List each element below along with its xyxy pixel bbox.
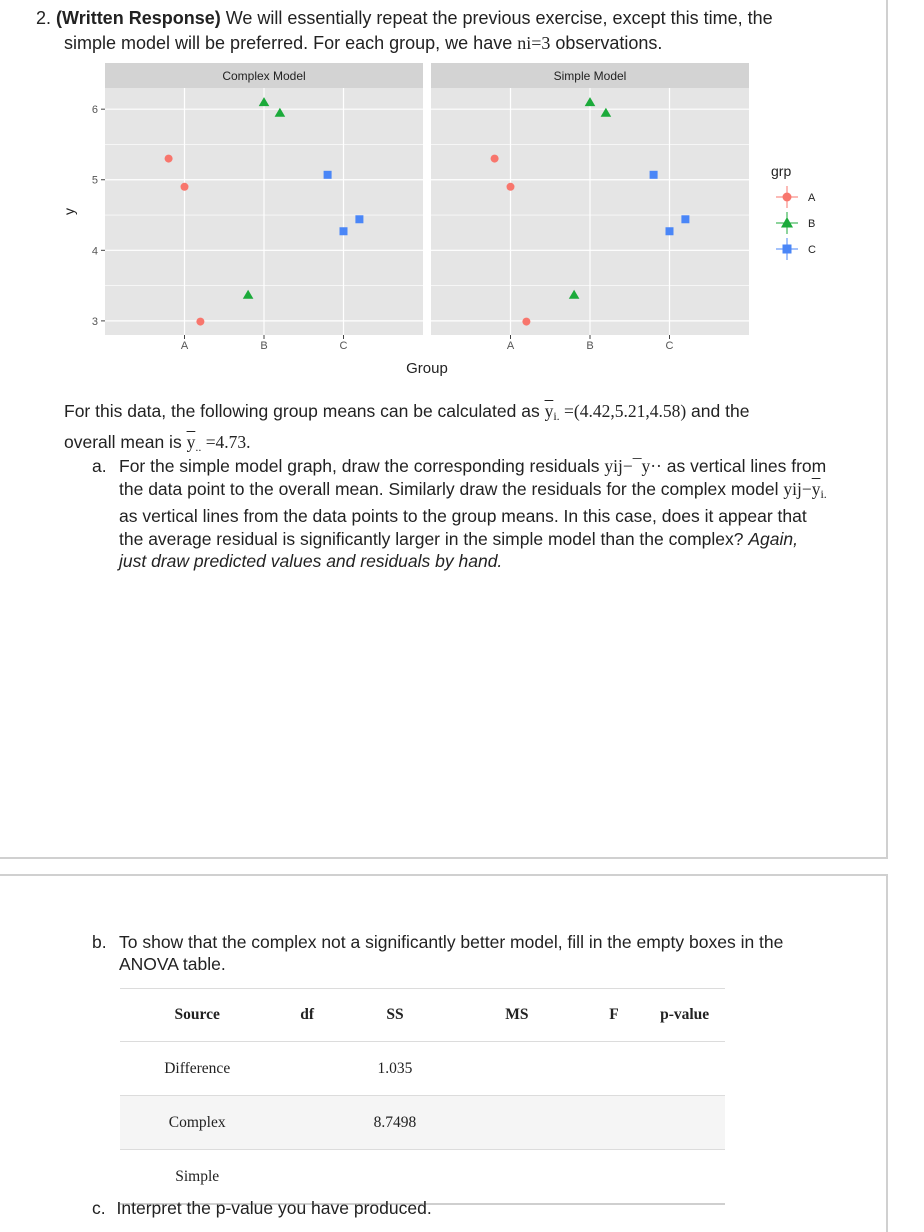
legend-label: C xyxy=(808,244,816,256)
part-b xyxy=(92,931,827,975)
x-tick-label: A xyxy=(506,340,515,352)
legend-key-A xyxy=(783,193,792,202)
x-tick-label: C xyxy=(339,340,348,352)
residual-complex-eq: yij− xyxy=(783,478,812,499)
header-ss: SS xyxy=(340,989,450,1042)
part-b-label: b. xyxy=(92,932,107,952)
data-point-A xyxy=(181,183,189,191)
x-tick-label: B xyxy=(260,340,268,352)
overall-text: overall mean is xyxy=(64,432,187,452)
anova-header-row xyxy=(120,989,725,1042)
ybar-subscript: .. xyxy=(195,440,202,454)
overall-mean: =4.73. xyxy=(205,432,251,452)
anova-row-complex xyxy=(120,1096,725,1150)
x-tick-label: A xyxy=(180,340,189,352)
cell-source: Complex xyxy=(120,1096,274,1150)
anova-row-difference xyxy=(120,1042,725,1096)
anova-table xyxy=(120,988,725,1205)
data-point-C xyxy=(681,215,689,223)
x-tick-label: B xyxy=(586,340,594,352)
cell-df[interactable] xyxy=(274,1042,340,1096)
residual-simple-eq: yij−¯y·· xyxy=(604,456,662,476)
cell-ss: 1.035 xyxy=(340,1042,450,1096)
question-line-2 xyxy=(64,31,662,55)
header-p-value: p-value xyxy=(644,989,725,1042)
facet-label: Simple Model xyxy=(553,69,627,83)
cell-p-value[interactable] xyxy=(644,1096,725,1150)
cell-source: Simple xyxy=(120,1150,274,1205)
legend-title: grp xyxy=(771,163,792,179)
cell-ms[interactable] xyxy=(450,1096,584,1150)
part-a-text-1: For the simple model graph, draw the corresponding residuals xyxy=(119,456,605,476)
data-point-A xyxy=(507,183,515,191)
data-point-C xyxy=(355,215,363,223)
cell-f[interactable] xyxy=(584,1150,645,1205)
y-axis-label: y xyxy=(61,208,77,215)
part-a-text-3: as vertical lines from the data points to the group means. In this case, does it appear that the average residual is significantly larger in the simple model than the complex? xyxy=(119,506,807,549)
cell-df[interactable] xyxy=(274,1096,340,1150)
part-a-instruction: Again, just draw predicted values and residuals by hand. xyxy=(119,528,798,571)
residual-complex-ybar: $\overline{y}$ xyxy=(811,478,821,499)
means-paragraph xyxy=(64,398,864,460)
part-c-text: Interpret the p-value you have produced. xyxy=(116,1198,432,1218)
cell-f[interactable] xyxy=(584,1042,645,1096)
question-text-2b: observations. xyxy=(550,33,663,53)
cell-ss[interactable] xyxy=(340,1150,450,1205)
part-a xyxy=(92,455,827,573)
part-a-label: a. xyxy=(92,456,107,476)
cell-ms[interactable] xyxy=(450,1150,584,1205)
x-tick-label: C xyxy=(665,340,674,352)
cell-p-value[interactable] xyxy=(644,1042,725,1096)
y-tick-label: 5 xyxy=(91,174,98,187)
ni-value: ni=3 xyxy=(517,33,551,53)
legend-key-B xyxy=(781,217,793,228)
ybar-i-symbol: $\overline{y}$ xyxy=(544,401,554,421)
group-means: =(4.42,5.21,4.58) xyxy=(564,401,687,421)
cell-df[interactable] xyxy=(274,1150,340,1205)
question-number: 2. xyxy=(36,8,52,28)
data-point-C xyxy=(340,227,348,235)
legend-key-C xyxy=(783,245,792,254)
scatter-plot xyxy=(56,58,846,388)
residual-complex-sub: i. xyxy=(820,486,827,501)
legend-label: B xyxy=(808,218,816,230)
means-text-1: For this data, the following group means can be calculated as xyxy=(64,401,545,421)
anova-row-simple xyxy=(120,1150,725,1205)
cell-source: Difference xyxy=(120,1042,274,1096)
legend-label: A xyxy=(808,192,816,204)
header-df: df xyxy=(274,989,340,1042)
header-source: Source xyxy=(120,989,274,1042)
part-c-label: c. xyxy=(92,1198,106,1218)
question-text-1: We will essentially repeat the previous exercise, except this time, the xyxy=(220,8,773,28)
data-point-C xyxy=(666,227,674,235)
data-point-A xyxy=(196,318,204,326)
question-text-2a: simple model will be preferred. For each group, we have xyxy=(64,33,518,53)
y-tick-label: 4 xyxy=(91,245,98,258)
y-tick-label: 6 xyxy=(91,104,98,117)
x-axis-label: Group xyxy=(406,360,448,377)
question-line-1 xyxy=(36,6,773,30)
data-point-A xyxy=(491,155,499,163)
ybar-i-subscript: i. xyxy=(553,409,560,423)
facet-label: Complex Model xyxy=(222,69,306,83)
cell-f[interactable] xyxy=(584,1096,645,1150)
ybar-symbol: $\overline{y}$ xyxy=(186,432,196,452)
part-c xyxy=(92,1197,432,1219)
part-b-text: To show that the complex not a significantly better model, fill in the empty boxes in the ANOVA table. xyxy=(119,932,784,974)
cell-p-value[interactable] xyxy=(644,1150,725,1205)
cell-ms[interactable] xyxy=(450,1042,584,1096)
question-tag: (Written Response) xyxy=(56,8,221,28)
header-ms: MS xyxy=(450,989,584,1042)
means-text-2: and the xyxy=(686,401,750,421)
data-point-A xyxy=(522,318,530,326)
part-a-text-2: as vertical lines from the data point to the overall mean. Similarly draw the residuals for the complex model xyxy=(119,456,827,499)
y-tick-label: 3 xyxy=(91,315,98,328)
header-f: F xyxy=(584,989,645,1042)
data-point-A xyxy=(165,155,173,163)
data-point-C xyxy=(650,171,658,179)
cell-ss: 8.7498 xyxy=(340,1096,450,1150)
data-point-C xyxy=(324,171,332,179)
